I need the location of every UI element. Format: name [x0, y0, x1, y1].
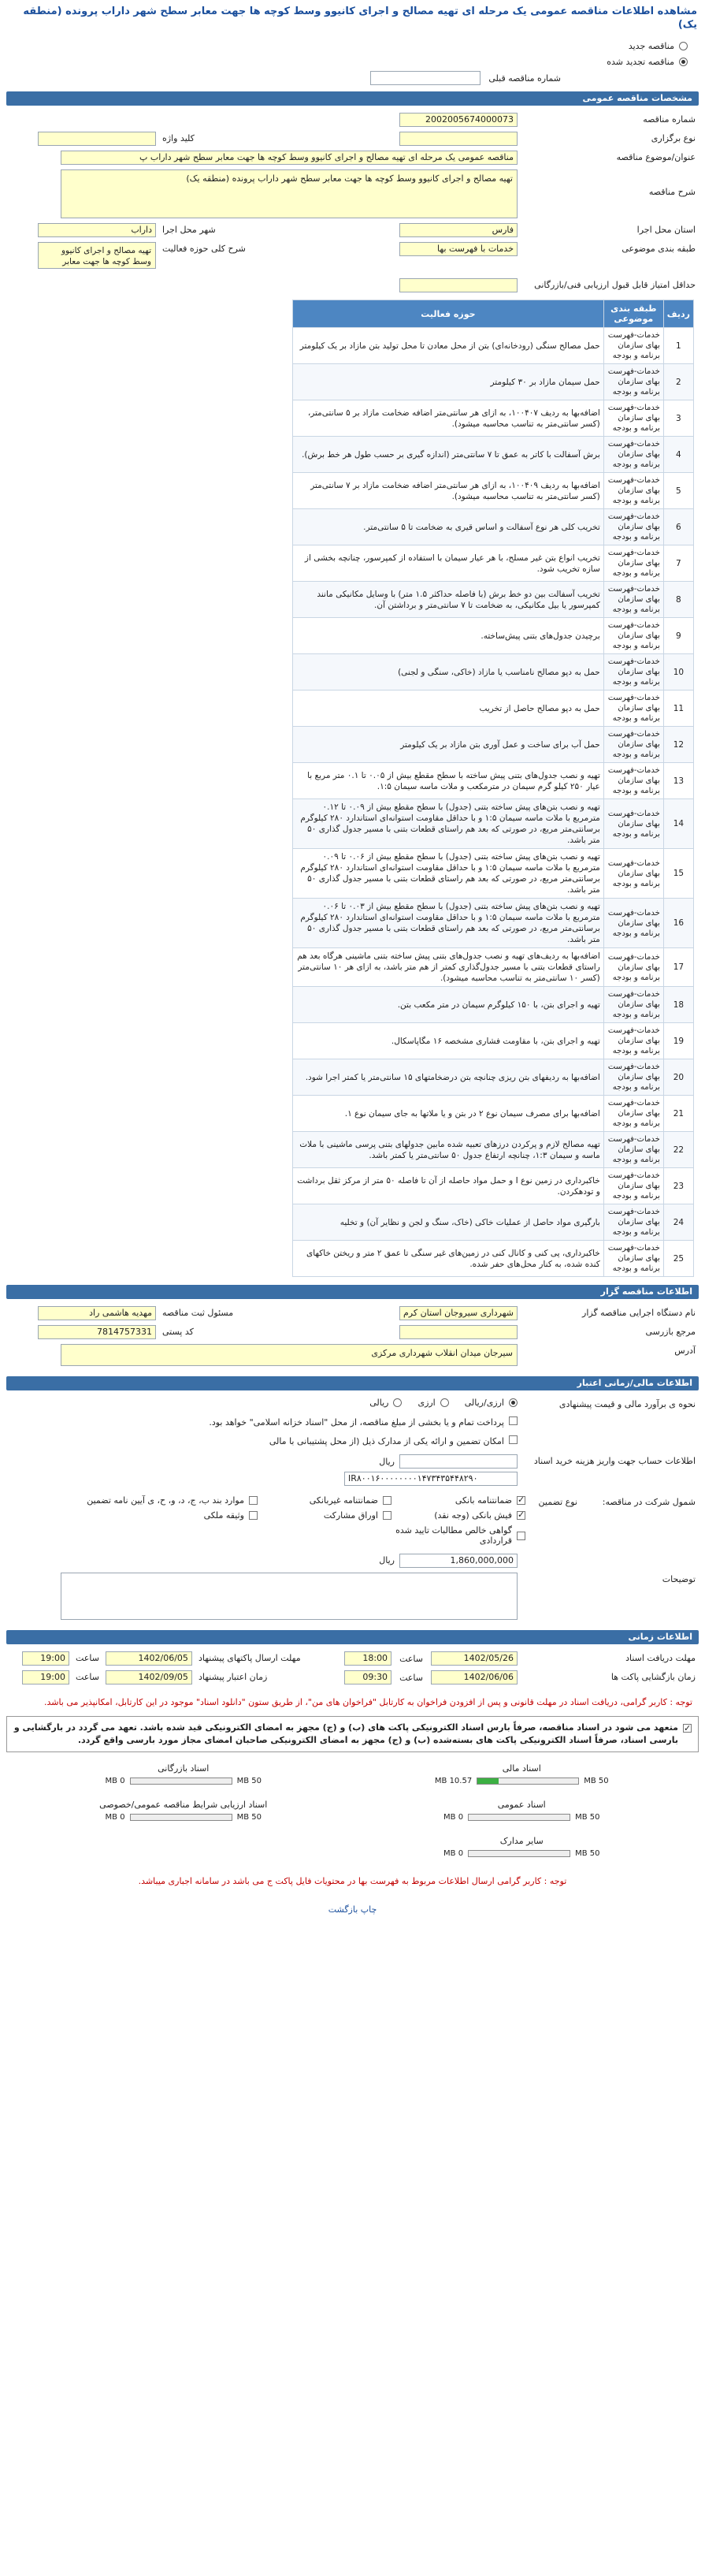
table-row	[293, 1096, 694, 1132]
table-row	[293, 509, 694, 545]
pay-treasury-checkbox[interactable]	[509, 1416, 518, 1425]
doc-price-unit: ریال	[379, 1456, 395, 1467]
table-row	[293, 618, 694, 654]
row-category: خدمات-فهرست بهای سازمان برنامه و بودجه	[603, 849, 663, 899]
table-row	[293, 1023, 694, 1059]
table-row	[293, 582, 694, 618]
row-activity: برش آسفالت با کاتر به عمق تا ۷ سانتی‌متر (اندازه گیری بر حسب طول هر خط برش).	[293, 437, 604, 473]
doc-public-label: اسناد عمومی	[497, 1800, 546, 1810]
row-number: 10	[663, 654, 693, 691]
row-activity: تخریب کلی هر نوع آسفالت و اساس قیری به ضخامت تا ۵ سانتی‌متر.	[293, 509, 604, 545]
table-row	[293, 799, 694, 849]
table-row	[293, 654, 694, 691]
eval-option-rial[interactable]	[369, 1398, 402, 1408]
eval-both-label: ارزی/ریالی	[464, 1398, 504, 1408]
row-category: خدمات-فهرست بهای سازمان برنامه و بودجه	[603, 1096, 663, 1132]
row-number: 22	[663, 1132, 693, 1168]
col-row-header: ردیف	[663, 300, 693, 328]
row-activity: تهیه و اجرای بتن، با مقاومت فشاری مشخصه ۱۶ مگاپاسکال.	[293, 1023, 604, 1059]
row-number: 15	[663, 849, 693, 899]
radio-new-tender[interactable]	[6, 38, 699, 54]
doc-public-size: 0 MB	[443, 1813, 464, 1822]
eval-label: نحوه ی برآورد مالی و قیمت پیشنهادی	[558, 1399, 696, 1409]
row-category: خدمات-فهرست بهای سازمان برنامه و بودجه	[603, 691, 663, 727]
activity-table	[292, 300, 694, 1277]
doc-financial-bar	[477, 1778, 579, 1785]
row-category: خدمات-فهرست بهای سازمان برنامه و بودجه	[603, 1023, 663, 1059]
row-category: خدمات-فهرست بهای سازمان برنامه و بودجه	[603, 618, 663, 654]
radio-new-icon[interactable]	[679, 42, 688, 50]
row-category: خدمات-فهرست بهای سازمان برنامه و بودجه	[603, 328, 663, 364]
city-label: شهر محل اجرا	[162, 225, 216, 235]
page-title: مشاهده اطلاعات مناقصه عمومی یک مرحله ای تهیه مصالح و اجرای کانیوو وسط کوچه ها جهت معابر سطح شهر داراب پرونده (منطقه یک)	[23, 6, 697, 31]
table-row	[293, 328, 694, 364]
row-category: خدمات-فهرست بهای سازمان برنامه و بودجه	[603, 509, 663, 545]
row-activity: اضافه‌بها به ردیف‌های تهیه و نصب جدول‌های بتنی پیش ساخته بتنی ماشینی هرگاه بعد هم راستای قطعات بتنی با مسیر جدول‌گذاری کمتر از هم متر باشد، به ازای هر ۱۰ سانتی‌متر (کسر ۱۰ سانتی‌متر به تناسب محاسبه میشود).	[293, 948, 604, 987]
financial-section-header: اطلاعات مالی/زمانی اعتبار	[6, 1376, 699, 1390]
guarantee-option[interactable]	[391, 1525, 525, 1546]
work-desc-label: شرح کلی حوزه فعالیت	[162, 244, 246, 254]
work-desc-value: تهیه مصالح و اجرای کانیوو وسط کوچه ها جهت معابر	[38, 242, 156, 269]
account-number: IR۸۰۰۱۶۰۰۰۰۰۰۰۰۱۴۷۳۴۳۵۴۴۸۲۹۰	[344, 1472, 518, 1486]
row-activity: اضافه‌بها برای مصرف سیمان نوع ۲ در بتن و یا ملاتها به جای سیمان نوع ۱.	[293, 1096, 604, 1132]
row-number: 1	[663, 328, 693, 364]
tender-number-value: 2002005674000073	[399, 113, 518, 127]
category-label: طبقه بندی موضوعی	[622, 244, 696, 254]
guarantee-checkbox[interactable]	[249, 1496, 258, 1505]
row-number: 18	[663, 987, 693, 1023]
guarantee-option-label: اوراق مشارکت	[323, 1510, 378, 1521]
row-category: خدمات-فهرست بهای سازمان برنامه و بودجه	[603, 899, 663, 948]
tender-type-label: نوع برگزاری	[651, 133, 696, 143]
row-number: 3	[663, 400, 693, 437]
manager-label: مسئول ثبت مناقصه	[162, 1308, 234, 1318]
doc-commercial-size: 0 MB	[105, 1777, 125, 1785]
row-activity: تهیه و اجرای بتن، با ۱۵۰ کیلوگرم سیمان در متر مکعب بتن.	[293, 987, 604, 1023]
eval-both-radio[interactable]	[509, 1398, 518, 1407]
table-row	[293, 1204, 694, 1241]
col-activity-header: حوزه فعالیت	[293, 300, 604, 328]
guarantee-checkbox[interactable]	[249, 1511, 258, 1520]
row-number: 6	[663, 509, 693, 545]
doc-end-label: مهلت ارسال پاکتهای پیشنهاد	[198, 1653, 301, 1663]
doc-other-bar	[468, 1850, 570, 1857]
print-return-link[interactable]: چاپ بازگشت	[328, 1904, 377, 1915]
open-time-label: ساعت	[399, 1672, 423, 1683]
row-category: خدمات-فهرست بهای سازمان برنامه و بودجه	[603, 437, 663, 473]
address-value: سیرجان میدان انقلاب شهرداری مرکزی	[61, 1344, 518, 1366]
commitment-text: متعهد می شود در اسناد مناقصه، صرفاً بارس اسناد الکترونیکی پاکت های (ب) و (ج) مجهز به امضای الکترونیکی قید شده باشد. تعهد می گردد در بارگشایی و بارسی اسناد، صرفاً اسناد الکترونیکی پاکت های بسته‌شده (ب) و (ج) مجهز به امضای الکترونیکی صاحبان امضای مجاز مورد بارسی واقع گردد.	[13, 1722, 678, 1745]
organizer-section-header: اطلاعات مناقصه گزار	[6, 1285, 699, 1299]
radio-new-label: مناقصه جدید	[628, 40, 674, 51]
category-value: خدمات با فهرست بها	[399, 242, 518, 256]
row-number: 17	[663, 948, 693, 987]
submit-label: زمان اعتبار پیشنهاد	[198, 1672, 268, 1682]
manager-value: مهدیه هاشمی راد	[38, 1306, 156, 1320]
description-label: شرح مناقصه	[648, 187, 696, 197]
row-category: خدمات-فهرست بهای سازمان برنامه و بودجه	[603, 799, 663, 849]
row-number: 4	[663, 437, 693, 473]
row-number: 13	[663, 763, 693, 799]
guarantee-option-label: وثیقه ملکی	[203, 1510, 244, 1521]
table-row	[293, 437, 694, 473]
row-activity: تهیه و نصب بتن‌های پیش ساخته بتنی (جدول) با سطح مقطع بیش از ۰.۰۳ تا ۰.۰۶ مترمربع با ملات ماسه سیمان ۱:۵ و با حداقل مقاومت استوانه‌ای استاندارد ۲۸۰ کیلوگرم برسانتی‌متر مربع، در صورتی که بعد هم راستای قطعات بتنی با مسیر جدول گذاری ۵۰ متر باشد.	[293, 899, 604, 948]
tender-number-label: شماره مناقصه	[643, 114, 696, 125]
price-list-note: توجه : کاربر گرامی ارسال اطلاعات مربوط به فهرست بها در محتویات فایل پاکت ج می باشد در سامانه اجباری میباشد.	[138, 1876, 567, 1886]
postal-value: 7814757331	[38, 1325, 156, 1339]
min-score-label: حداقل امتیاز قابل قبول ارزیابی فنی/بازرگانی	[534, 280, 696, 290]
schedule-section-header: اطلاعات زمانی	[6, 1630, 699, 1644]
row-activity: برچیدن جدول‌های بتنی پیش‌ساخته.	[293, 618, 604, 654]
row-category: خدمات-فهرست بهای سازمان برنامه و بودجه	[603, 1204, 663, 1241]
table-row	[293, 899, 694, 948]
table-row	[293, 1132, 694, 1168]
row-activity: تهیه و نصب بتن‌های پیش ساخته بتنی (جدول) با سطح مقطع بیش از ۰.۰۹ تا ۰.۱۲ مترمربع با ملات ماسه سیمان ۱:۵ و با حداقل مقاومت استوانه‌ای استاندارد ۲۸۰ کیلوگرم برسانتی‌متر مربع، در صورتی که بعد هم راستای قطعات بتنی با مسیر جدول گذاری ۵۰ متر باشد.	[293, 799, 604, 849]
doc-other-max: 50 MB	[575, 1849, 600, 1858]
row-number: 23	[663, 1168, 693, 1204]
open-time: 09:30	[344, 1670, 391, 1684]
guarantee-checkbox[interactable]	[517, 1511, 525, 1520]
doc-price-value	[399, 1454, 518, 1469]
explain-label: توضیحات	[662, 1574, 696, 1584]
guarantee-option[interactable]	[391, 1510, 525, 1521]
eval-rial-radio[interactable]	[393, 1398, 402, 1407]
table-row	[293, 545, 694, 582]
row-activity: خاکبرداری، پی کنی و کانال کنی در زمین‌های غیر سنگی تا عمق ۲ متر و ریختن خاکهای کنده شده، به کنار محل‌های حفر شده.	[293, 1241, 604, 1277]
row-category: خدمات-فهرست بهای سازمان برنامه و بودجه	[603, 582, 663, 618]
row-category: خدمات-فهرست بهای سازمان برنامه و بودجه	[603, 545, 663, 582]
doc-eval-bar	[130, 1814, 232, 1821]
row-number: 16	[663, 899, 693, 948]
row-category: خدمات-فهرست بهای سازمان برنامه و بودجه	[603, 364, 663, 400]
province-label: استان محل اجرا	[636, 225, 696, 235]
row-category: خدمات-فهرست بهای سازمان برنامه و بودجه	[603, 948, 663, 987]
doc-start-label: مهلت دریافت اسناد	[625, 1653, 696, 1663]
row-category: خدمات-فهرست بهای سازمان برنامه و بودجه	[603, 1168, 663, 1204]
doc-financial-label: اسناد مالی	[502, 1763, 541, 1774]
org-value: شهرداری سیروجان استان کرم	[399, 1306, 518, 1320]
row-activity: تهیه و نصب بتن‌های پیش ساخته بتنی (جدول) با سطح مقطع بیش از ۰.۰۶ تا ۰.۰۹ مترمربع با ملات ماسه سیمان ۱:۵ و با حداقل مقاومت استوانه‌ای استاندارد ۲۸۰ کیلوگرم برسانتی‌متر مربع، در صورتی که بعد هم راستای قطعات بتنی با مسیر جدول گذاری ۵۰ متر باشد.	[293, 849, 604, 899]
row-number: 11	[663, 691, 693, 727]
guarantee-option-label: فیش بانکی (وجه نقد)	[434, 1510, 512, 1521]
doc-start-date: 1402/05/26	[431, 1651, 518, 1666]
doc-upload-eval	[22, 1800, 345, 1822]
row-activity: حمل به دپو مصالح حاصل از تخریب	[293, 691, 604, 727]
guarantee-options	[53, 1495, 525, 1546]
doc-commercial-max: 50 MB	[236, 1777, 262, 1785]
tender-type-value	[399, 132, 518, 146]
doc-financial-fill	[477, 1778, 499, 1784]
doc-start-time: 18:00	[344, 1651, 391, 1666]
doc-end-time: 19:00	[22, 1651, 69, 1666]
guarantee-option-label: ضمانتنامه بانکی	[455, 1495, 512, 1506]
eval-foreign-radio[interactable]	[440, 1398, 449, 1407]
doc-financial-size: 10.57 MB	[434, 1777, 473, 1785]
doc-other-label: سایر مدارک	[499, 1836, 544, 1846]
doc-public-max: 50 MB	[575, 1813, 600, 1822]
row-category: خدمات-فهرست بهای سازمان برنامه و بودجه	[603, 654, 663, 691]
eval-option-both[interactable]	[465, 1398, 518, 1408]
table-row	[293, 400, 694, 437]
row-category: خدمات-فهرست بهای سازمان برنامه و بودجه	[603, 473, 663, 509]
postal-label: کد پستی	[162, 1327, 194, 1337]
table-row	[293, 364, 694, 400]
table-row	[293, 1168, 694, 1204]
row-number: 9	[663, 618, 693, 654]
guarantee-option[interactable]	[391, 1495, 525, 1506]
table-row	[293, 849, 694, 899]
row-number: 2	[663, 364, 693, 400]
guarantee-amount: 1,860,000,000	[399, 1554, 518, 1568]
table-row	[293, 1059, 694, 1096]
download-note: توجه : کاربر گرامی، دریافت اسناد در مهلت قانونی و پس از افزودن فراخوان به کارتابل "فراخوان های من"، از طریق ستون "دانلود اسناد" موجود در این کارتابل، امکانپذیر می باشد.	[43, 1697, 692, 1707]
guarantee-checkbox[interactable]	[383, 1496, 391, 1505]
submit-date: 1402/09/05	[106, 1670, 192, 1684]
doc-upload-financial	[361, 1763, 684, 1785]
row-number: 21	[663, 1096, 693, 1132]
table-row	[293, 987, 694, 1023]
radio-renewed-tender[interactable]	[6, 54, 699, 69]
activity-table-header	[293, 300, 694, 328]
row-activity: تخریب آسفالت بین دو خط برش (با فاصله حداکثر ۱.۵ متر) با وسایل مکانیکی مانند کمپرسور یا بیل مکانیکی، به ضخامت تا ۷ سانتی‌متر و برداشتن آن.	[293, 582, 604, 618]
table-row	[293, 763, 694, 799]
guarantee-option-label: گواهی خالص مطالبات تایید شده قراردادی	[395, 1525, 512, 1546]
row-number: 19	[663, 1023, 693, 1059]
table-row	[293, 727, 694, 763]
doc-end-time-label: ساعت	[76, 1653, 99, 1663]
row-activity: اضافه‌بها به ردیف ۱۰۰۴۰۷، به ازای هر سانتی‌متر اضافه ضخامت مازاد بر ۵ سانتی‌متر، (کسر سانتی‌متر به تناسب محاسبه میشود).	[293, 400, 604, 437]
ref-value	[399, 1325, 518, 1339]
guarantee-option[interactable]	[258, 1495, 391, 1506]
guarantee-amount-unit: ریال	[379, 1555, 395, 1565]
ref-label: مرجع بازرسی	[645, 1327, 696, 1337]
doc-public-bar	[468, 1814, 570, 1821]
doc-end-date: 1402/06/05	[106, 1651, 192, 1666]
doc-commercial-bar	[130, 1778, 232, 1785]
table-row	[293, 691, 694, 727]
guarantee-option[interactable]	[53, 1510, 258, 1521]
doc-other-size: 0 MB	[443, 1849, 464, 1858]
col-category-header: طبقه بندی موضوعی	[603, 300, 663, 328]
row-number: 20	[663, 1059, 693, 1096]
guarantee-type-label: نوع تضمین	[538, 1497, 577, 1507]
province-value: فارس	[399, 223, 518, 237]
doc-price-label: اطلاعات حساب جهت واریز هزینه خرید اسناد	[533, 1456, 696, 1466]
row-number: 25	[663, 1241, 693, 1277]
general-section-header: مشخصات مناقصه عمومی	[6, 91, 699, 106]
row-number: 7	[663, 545, 693, 582]
row-number: 5	[663, 473, 693, 509]
row-activity: حمل به دپو مصالح نامناسب یا مازاد (خاکی، سنگی و لجنی)	[293, 654, 604, 691]
prev-number-label: شماره مناقصه قبلی	[488, 73, 561, 84]
eval-option-foreign[interactable]	[417, 1398, 448, 1408]
eval-foreign-label: ارزی	[417, 1398, 436, 1408]
row-activity: خاکبرداری در زمین نوع I و حمل مواد حاصله از آن تا فاصله ۵۰ متر از مرکز ثقل برداشت و تودهکردن.	[293, 1168, 604, 1204]
doc-eval-label: اسناد ارزیابی شرایط مناقصه عمومی/خصوصی	[99, 1800, 268, 1810]
address-label: آدرس	[674, 1346, 696, 1356]
submit-time-label: ساعت	[76, 1672, 99, 1682]
city-value: داراب	[38, 223, 156, 237]
explain-value	[61, 1573, 518, 1620]
pay-online-label: امکان تضمین و ارائه یکی از مدارک ذیل (از محل پشتیبانی با مالی	[269, 1436, 504, 1446]
row-activity: حمل مصالح سنگی (رودخانه‌ای) بتن از محل معادن تا محل تولید بتن مازاد بر یک کیلومتر	[293, 328, 604, 364]
guarantee-checkbox[interactable]	[517, 1532, 525, 1540]
guarantee-label: شمول شرکت در مناقصه:	[602, 1497, 696, 1507]
row-category: خدمات-فهرست بهای سازمان برنامه و بودجه	[603, 1241, 663, 1277]
submit-time: 19:00	[22, 1670, 69, 1684]
doc-start-time-label: ساعت	[399, 1653, 423, 1664]
description-value: تهیه مصالح و اجرای کانیوو وسط کوچه ها جهت معابر سطح شهر داراب پرونده (منطقه یک)	[61, 169, 518, 218]
guarantee-option[interactable]	[258, 1510, 391, 1521]
doc-commercial-label: اسناد بازرگانی	[158, 1763, 210, 1774]
row-category: خدمات-فهرست بهای سازمان برنامه و بودجه	[603, 987, 663, 1023]
table-row	[293, 1241, 694, 1277]
row-activity: تهیه مصالح لازم و پرکردن درزهای تعبیه شده مابین جدولهای بتنی پرسی ماشینی با ملات ماسه و سیمان ۱:۳، چنانچه ارتفاع جدول ۵۰ سانتی‌متر یا کمتر باشد.	[293, 1132, 604, 1168]
table-row	[293, 473, 694, 509]
guarantee-checkbox[interactable]	[517, 1496, 525, 1505]
row-category: خدمات-فهرست بهای سازمان برنامه و بودجه	[603, 1059, 663, 1096]
guarantee-option[interactable]	[53, 1495, 258, 1506]
row-activity: تهیه و نصب جدول‌های بتنی پیش ساخته با سطح مقطع بیش از ۰.۰۵ تا ۰.۱ متر مربع با عیار ۲۵۰ کیلو گرم سیمان در مترمکعب و ملات ماسه سیمان ۱:۵.	[293, 763, 604, 799]
guarantee-option-label: ضمانتنامه غیربانکی	[309, 1495, 378, 1506]
radio-renewed-label: مناقصه تجدید شده	[607, 56, 674, 67]
radio-renewed-icon[interactable]	[679, 58, 688, 66]
row-category: خدمات-فهرست بهای سازمان برنامه و بودجه	[603, 727, 663, 763]
prev-number-field[interactable]	[370, 71, 481, 85]
row-activity: حمل سیمان مازاد بر ۳۰ کیلومتر	[293, 364, 604, 400]
doc-eval-size: 0 MB	[105, 1813, 125, 1822]
row-category: خدمات-فهرست بهای سازمان برنامه و بودجه	[603, 400, 663, 437]
eval-rial-label: ریالی	[369, 1398, 389, 1408]
row-activity: اضافه‌بها به ردیف ۱۰۰۴۰۹، به ازای هر سانتی‌متر اضافه ضخامت مازاد بر ۷ سانتی‌متر (کسر سانتی‌متر به تناسب محاسبه میشود).	[293, 473, 604, 509]
min-score-value	[399, 278, 518, 292]
doc-financial-max: 50 MB	[584, 1777, 609, 1785]
row-number: 14	[663, 799, 693, 849]
row-number: 8	[663, 582, 693, 618]
row-activity: اضافه‌بها به ردیفهای بتن ریزی چنانچه بتن درضخامتهای ۱۵ سانتی‌متر یا کمتر اجرا شود.	[293, 1059, 604, 1096]
row-category: خدمات-فهرست بهای سازمان برنامه و بودجه	[603, 1132, 663, 1168]
doc-eval-max: 50 MB	[236, 1813, 262, 1822]
subject-label: عنوان/موضوع مناقصه	[616, 152, 696, 162]
commitment-box	[6, 1716, 699, 1752]
row-activity: بارگیری مواد حاصل از عملیات خاکی (خاک، سنگ و لجن و نظایر آن) و تخلیه	[293, 1204, 604, 1241]
subject-value: مناقصه عمومی یک مرحله ای تهیه مصالح و اجرای کانیوو وسط کوچه ها جهت معابر سطح شهر داراب پ	[61, 151, 518, 165]
org-label: نام دستگاه اجرایی مناقصه گزار	[582, 1308, 696, 1318]
doc-upload-public	[361, 1800, 684, 1822]
row-number: 24	[663, 1204, 693, 1241]
doc-upload-commercial	[22, 1763, 345, 1785]
pay-online-checkbox[interactable]	[509, 1435, 518, 1444]
keyword-label: کلید واژه	[162, 133, 195, 143]
open-label: زمان بازگشایی پاکت ها	[610, 1672, 696, 1682]
keyword-field	[38, 132, 156, 146]
row-activity: تخریب انواع بتن غیر مسلح، با هر عیار سیمان با استفاده از کمپرسور، چنانچه بخشی از سازه تخریب شود.	[293, 545, 604, 582]
open-date: 1402/06/06	[431, 1670, 518, 1684]
row-category: خدمات-فهرست بهای سازمان برنامه و بودجه	[603, 763, 663, 799]
table-row	[293, 948, 694, 987]
pay-treasury-label: پرداخت تمام و یا بخشی از مبلغ مناقصه، از محل "اسناد خزانه اسلامی" خواهد بود.	[209, 1417, 504, 1428]
activity-table-body	[293, 328, 694, 1277]
row-number: 12	[663, 727, 693, 763]
doc-upload-other	[361, 1836, 684, 1858]
guarantee-checkbox[interactable]	[383, 1511, 391, 1520]
tender-mode	[6, 38, 699, 87]
guarantee-option-label: موارد بند ب، ج، د، و، ح، ی آیین نامه تضمین	[87, 1495, 244, 1506]
commitment-checkbox[interactable]	[683, 1724, 692, 1733]
row-activity: حمل آب برای ساخت و عمل آوری بتن مازاد بر یک کیلومتر	[293, 727, 604, 763]
